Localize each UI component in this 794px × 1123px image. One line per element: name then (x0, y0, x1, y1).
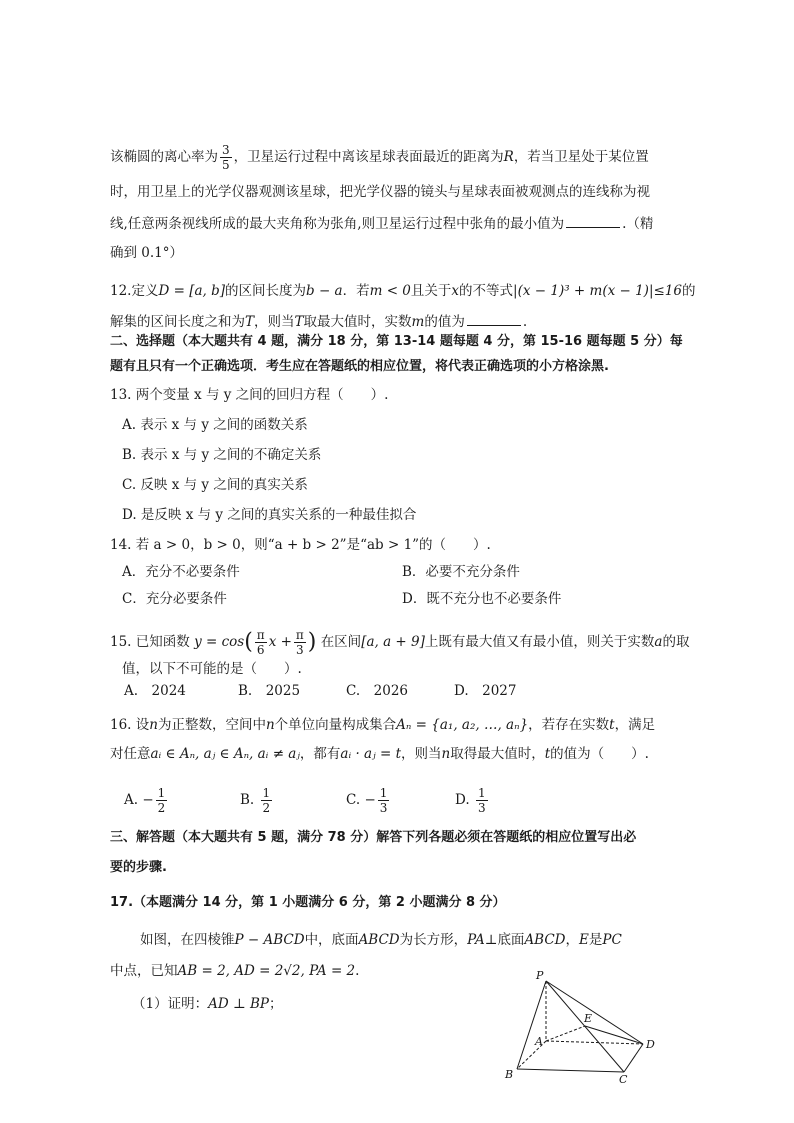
q13-option-b: B. 表示 x 与 y 之间的不确定关系 (122, 447, 322, 463)
text: 线,任意两条视线所成的最大夹角称为张角,则卫星运行过程中张角的最小值为 (110, 216, 565, 232)
text: ，则当 (401, 746, 442, 762)
text: 中，底面 (304, 932, 359, 948)
text: 的值为（ ）. (550, 746, 649, 762)
text: 如图，在四棱锥 (140, 932, 235, 948)
edge-PD (546, 981, 643, 1044)
math: aᵢ ∈ Aₙ, aⱼ ∈ Aₙ, aᵢ ≠ aⱼ (150, 746, 300, 762)
text: 为长方形， (399, 932, 468, 948)
math: [a, a + 9] (361, 634, 425, 650)
q15-option-d: D. 2027 (454, 683, 517, 699)
frac-den: 6 (256, 643, 265, 657)
text: 的区间长度为 (225, 283, 307, 299)
text: ，若当卫星处于某位置 (513, 149, 649, 165)
math: m < 0 (369, 283, 411, 299)
text: 取最大值时，实数 (303, 314, 412, 330)
section3-line-2: 要的步骤. (110, 860, 167, 875)
frac-den: 5 (222, 158, 230, 172)
q17-sub-1 (132, 994, 282, 1014)
math: T (294, 314, 304, 330)
label-A: A (535, 1035, 543, 1048)
q16-line-1 (110, 715, 655, 735)
frac-num: 3 (222, 143, 230, 157)
frac-den: 3 (296, 643, 304, 657)
text: .（精 (622, 216, 654, 232)
text: ， (565, 932, 580, 948)
math: y = cos (194, 634, 245, 650)
section2-line-1: 二、选择题（本大题共有 4 题，满分 18 分，第 13-14 题每题 4 分，第 15-16 题每题 5 分）每 (110, 334, 683, 349)
frac-den: 2 (262, 801, 271, 815)
frac-num: 1 (379, 786, 388, 800)
math: AD ⊥ BP (208, 996, 269, 1012)
text: 底面 (497, 932, 525, 948)
text: . (355, 963, 360, 979)
text: 的取 (662, 634, 690, 650)
section2-line-2: 题有且只有一个正确选项．考生应在答题纸的相应位置，将代表正确选项的小方格涂黑. (110, 359, 609, 374)
math: E (579, 932, 589, 948)
text: ，满足 (614, 717, 656, 733)
frac-num: π (295, 628, 304, 642)
text: 个单位向量构成集合 (274, 717, 397, 733)
text: 该椭圆的离心率为 (110, 149, 218, 165)
q13-option-d: D. 是反映 x 与 y 之间的真实关系的一种最佳拟合 (122, 507, 417, 523)
math: b − a (306, 283, 343, 299)
label-D: D (646, 1038, 655, 1051)
top-line-4: 确到 0.1°） (110, 245, 184, 261)
q16-option-b (240, 786, 274, 815)
segment-ED (585, 1026, 643, 1044)
text: 且关于 (410, 283, 452, 299)
paren-close: ) (307, 629, 317, 655)
math: n (149, 717, 158, 733)
fraction-pi-6 (255, 628, 267, 657)
math: m (411, 314, 425, 330)
q14-option-d: D．既不充分也不必要条件 (402, 591, 562, 607)
fraction (476, 786, 488, 815)
section3-line-1: 三、解答题（本大题共有 5 题，满分 78 分）解答下列各题必须在答题纸的相应位置写出必 (110, 830, 637, 845)
top-line-1 (110, 143, 649, 172)
text: 取得最大值时， (450, 746, 545, 762)
text: . (522, 314, 528, 330)
pyramid-figure (495, 965, 665, 1090)
text: 为正整数，空间中 (157, 717, 266, 733)
math: |(x − 1)³ + m(x − 1)|≤16 (513, 283, 682, 299)
frac-den: 3 (379, 801, 388, 815)
paren-open: ( (244, 629, 253, 655)
option-label: D. (455, 792, 470, 808)
q16-option-a (124, 786, 169, 815)
math: x + (268, 634, 292, 650)
frac-den: 3 (477, 801, 486, 815)
text: 的不等式 (459, 283, 514, 299)
frac-den: 2 (157, 801, 166, 815)
text: 中点，已知 (110, 963, 178, 979)
q14-option-c: C．充分必要条件 (122, 591, 227, 607)
frac-num: π (256, 628, 265, 642)
text: ．若 (342, 283, 370, 299)
q15-option-a: A. 2024 (124, 683, 186, 699)
fraction-3-5 (220, 143, 232, 172)
q12-line-1 (110, 281, 696, 301)
text: 的值为 (424, 314, 465, 330)
fraction (378, 786, 390, 815)
math: t (609, 717, 615, 733)
top-line-3 (110, 213, 653, 234)
text: 在区间 (320, 634, 362, 650)
label-P: P (536, 969, 544, 982)
q16-line-2 (110, 744, 649, 764)
math: a (654, 634, 663, 650)
segment-AE (546, 1026, 585, 1041)
text: 15. 已知函数 (110, 634, 190, 650)
label-C: C (619, 1073, 628, 1086)
q15-line-1 (110, 628, 689, 657)
q17-line-1 (140, 930, 622, 950)
var-R: R (503, 149, 514, 165)
text: 解集的区间长度之和为 (110, 314, 245, 330)
frac-num: 1 (157, 786, 166, 800)
q14-option-a: A．充分不必要条件 (122, 564, 240, 580)
minus-sign: − (364, 792, 376, 808)
option-label: B. (240, 792, 255, 808)
answer-blank (566, 213, 620, 228)
math: x (451, 283, 460, 299)
text: ，卫星运行过程中离该星球表面最近的距离为 (233, 149, 504, 165)
math: PC (602, 932, 622, 948)
text: 12.定义 (110, 283, 159, 299)
math: n (441, 746, 451, 762)
math: Aₙ = {a₁, a₂, …, aₙ} (396, 717, 529, 733)
math: PA⊥ (467, 932, 498, 948)
text: 的 (682, 283, 696, 299)
minus-sign: − (142, 792, 154, 808)
edge-BC (517, 1069, 624, 1072)
answer-blank (467, 311, 521, 326)
fraction-pi-3 (294, 628, 306, 657)
label-E: E (584, 1012, 593, 1025)
fraction (156, 786, 168, 815)
q16-option-d (455, 786, 490, 815)
q14-option-b: B．必要不充分条件 (402, 564, 520, 580)
text: 对任意 (110, 746, 151, 762)
text: ，都有 (299, 746, 341, 762)
math: t (544, 746, 551, 762)
text: ； (268, 996, 283, 1012)
label-B: B (505, 1068, 514, 1081)
q13-stem: 13. 两个变量 x 与 y 之间的回归方程（ ）. (110, 387, 389, 403)
math: aᵢ · aⱼ = t (340, 746, 401, 762)
fraction (261, 786, 273, 815)
top-line-2: 时，用卫星上的光学仪器观测该星球，把光学仪器的镜头与星球表面被观测点的连线称为视 (110, 184, 650, 200)
q13-option-c: C. 反映 x 与 y 之间的真实关系 (122, 477, 308, 493)
edge-CD (624, 1044, 643, 1072)
edge-PB (517, 981, 546, 1069)
q16-option-c (346, 786, 391, 815)
edge-AD (546, 1041, 643, 1044)
q13-option-a: A. 表示 x 与 y 之间的函数关系 (122, 417, 308, 433)
math: n (265, 717, 275, 733)
text: 上既有最大值又有最小值，则关于实数 (424, 634, 655, 650)
q15-option-c: C. 2026 (346, 683, 408, 699)
q14-stem: 14. 若 a > 0，b > 0，则“a + b > 2”是“ab > 1”的（ ）. (110, 537, 491, 553)
q17-line-2 (110, 961, 359, 981)
text: 16. 设 (110, 717, 150, 733)
text: 是 (588, 932, 603, 948)
math: P − ABCD (234, 932, 305, 948)
text: ，则当 (254, 314, 295, 330)
frac-num: 1 (262, 786, 271, 800)
option-label: A. (124, 792, 139, 808)
q15-line-2: 值，以下不可能的是（ ）. (122, 661, 302, 677)
q17-header: 17.（本题满分 14 分，第 1 小题满分 6 分，第 2 小题满分 8 分） (110, 895, 506, 910)
frac-num: 1 (477, 786, 486, 800)
text: （1）证明： (132, 996, 209, 1012)
math: ABCD (358, 932, 400, 948)
math: D = [a, b] (158, 283, 226, 299)
text: ，若存在实数 (528, 717, 610, 733)
q15-option-b: B. 2025 (238, 683, 301, 699)
math: AB = 2, AD = 2√2, PA = 2 (177, 963, 356, 979)
math: ABCD (524, 932, 566, 948)
math: T (245, 314, 255, 330)
option-label: C. (346, 792, 361, 808)
q12-line-2 (110, 311, 527, 332)
